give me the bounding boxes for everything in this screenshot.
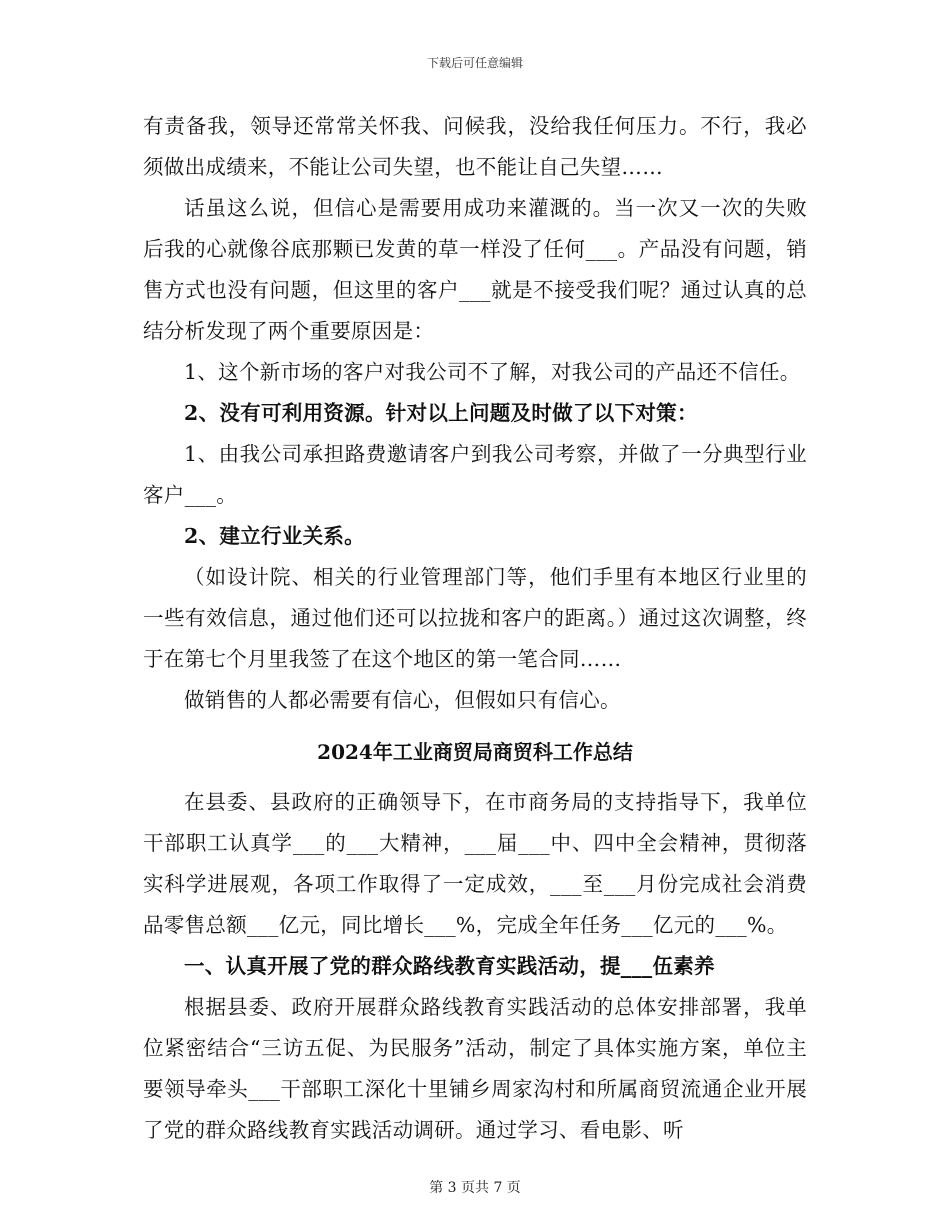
document-body xyxy=(143,106,807,1151)
paragraph-confidence: 话虽这么说，但信心是需要用成功来灌溉的。当一次又一次的失败后我的心就像谷底那颗已发黄的草一样没了任何___。产品没有问题，销售方式也没有问题，但这里的客户___就是不接受我们呢？通过认真的总结分析发现了两个重要原因是： xyxy=(143,196,807,343)
document-title: 2024年工业商贸局商贸科工作总结 xyxy=(317,740,633,764)
section-heading-1: 一、认真开展了党的群众路线教育实践活动，提___伍素养 xyxy=(184,954,715,978)
paragraph-section-1: 根据县委、政府开展群众路线教育实践活动的总体安排部署，我单位紧密结合“三访五促、为民服务”活动，制定了具体实施方案，单位主要领导牵头___干部职工深化十里铺乡周家沟村和所属商贸流通企业开展了党的群众路线教育实践活动调研。通过学习、看电影、听 xyxy=(143,995,807,1142)
paragraph-intro: 在县委、县政府的正确领导下，在市商务局的支持指导下，我单位干部职工认真学___的___大精神，___届___中、四中全会精神，贯彻落实科学进展观，各项工作取得了一定成效，___至___月份完成社会消费品零售总额___亿元，同比增长___%，完成全年任务___亿元的___%。 xyxy=(143,790,807,937)
paragraph-conclusion: 做销售的人都必需要有信心，但假如只有信心。 xyxy=(184,688,621,712)
list-item-measure-1: 1、由我公司承担路费邀请客户到我公司考察，并做了一分典型行业客户___。 xyxy=(143,442,807,507)
page-footer: 第 3 页共 7 页 xyxy=(429,1180,521,1196)
list-item-measure-2: 2、建立行业关系。 xyxy=(184,524,365,548)
list-item-reason-1: 1、这个新市场的客户对我公司不了解，对我公司的产品还不信任。 xyxy=(184,360,801,384)
list-item-reason-2: 2、没有可利用资源。针对以上问题及时做了以下对策： xyxy=(184,401,698,425)
paragraph-continued: 有责备我，领导还常常关怀我、问候我，没给我任何压力。不行，我必须做出成绩来，不能让公司失望，也不能让自己失望…… xyxy=(143,114,807,179)
paragraph-industry-relations: （如设计院、相关的行业管理部门等，他们手里有本地区行业里的一些有效信息，通过他们还可以拉拢和客户的距离。）通过这次调整，终于在第七个月里我签了在这个地区的第一笔合同…… xyxy=(143,565,807,671)
page-header: 下载后可任意编辑 xyxy=(426,56,523,70)
